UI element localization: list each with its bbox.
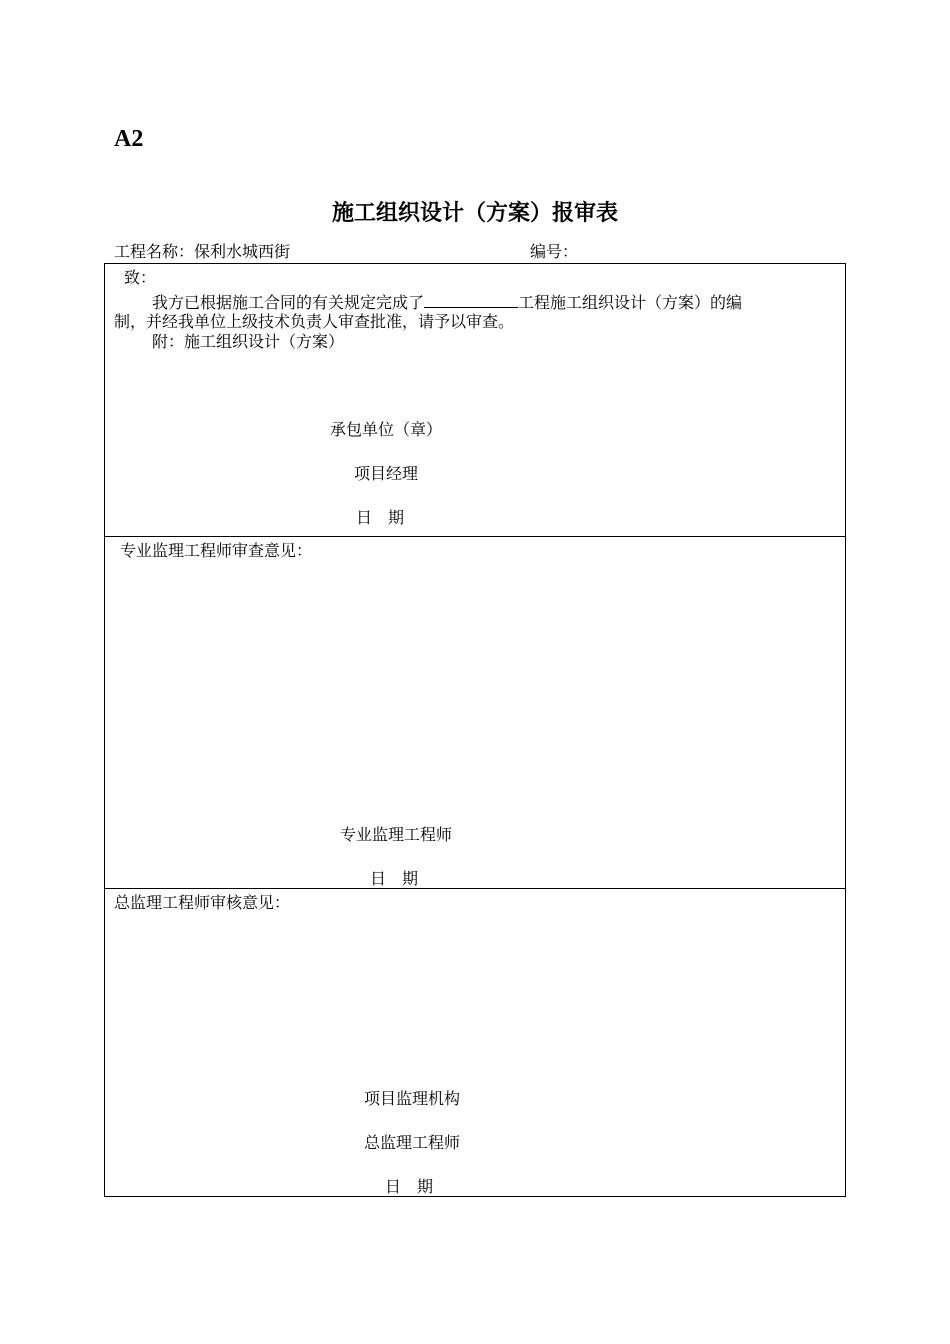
- specialist-review-heading: 专业监理工程师审查意见：: [120, 541, 313, 560]
- supervision-org-label: 项目监理机构: [364, 1089, 461, 1108]
- project-manager-label: 项目经理: [354, 464, 419, 483]
- chief-review-section: [105, 889, 845, 1196]
- page-title: 施工组织设计（方案）报审表: [331, 201, 618, 226]
- attachment-line: 附：施工组织设计（方案）: [152, 332, 345, 351]
- chief-review-heading: 总监理工程师审核意见：: [114, 893, 291, 912]
- specialist-review-section: [105, 537, 845, 889]
- specialist-date-label: 日 期: [370, 869, 419, 888]
- body-part-1: 我方已根据施工合同的有关规定完成了: [152, 293, 425, 312]
- contractor-unit-label: 承包单位（章）: [330, 420, 443, 439]
- form-code: A2: [114, 126, 144, 152]
- project-name-blank[interactable]: [424, 289, 518, 308]
- submission-date-label: 日 期: [356, 508, 405, 527]
- project-name-label: 工程名称：保利水城西街: [114, 242, 291, 261]
- specialist-engineer-label: 专业监理工程师: [340, 825, 453, 844]
- body-part-2: 工程施工组织设计（方案）的编: [518, 293, 743, 312]
- chief-date-label: 日 期: [385, 1177, 434, 1196]
- submission-body-line-2: 制，并经我单位上级技术负责人审查批准，请予以审查。: [114, 312, 515, 331]
- to-label: 致：: [124, 268, 157, 287]
- review-form-table: [104, 263, 846, 1197]
- chief-engineer-label: 总监理工程师: [364, 1133, 461, 1152]
- submission-section: [105, 264, 845, 537]
- number-label: 编号：: [530, 242, 579, 261]
